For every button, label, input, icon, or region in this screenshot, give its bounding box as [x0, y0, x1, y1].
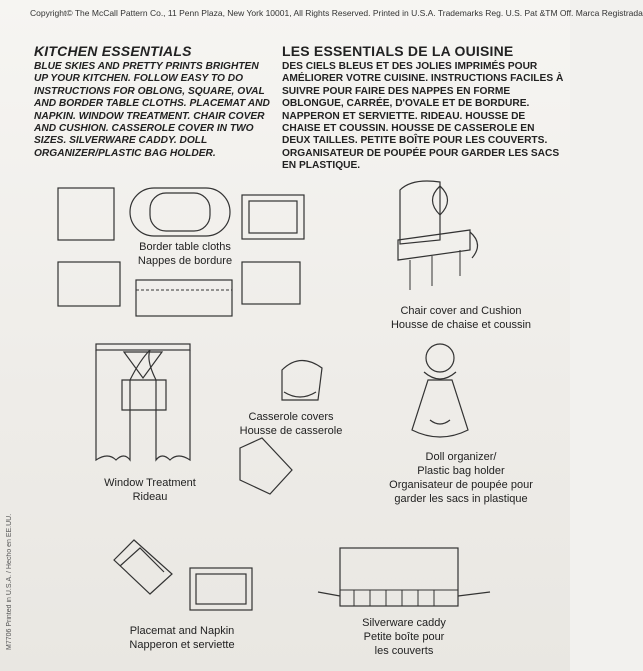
tablecloth-square-icon — [242, 195, 304, 239]
caption-placemat-fr: Napperon et serviette — [129, 639, 235, 651]
caption-border-tablecloths — [130, 240, 240, 268]
tablecloth-border-icon — [58, 262, 300, 316]
placemat-icon — [190, 568, 252, 610]
tablecloth-oblong-icon — [58, 188, 114, 240]
caption-casserole — [236, 410, 346, 438]
chair-cover-icon — [398, 181, 478, 290]
description-english: BLUE SKIES AND PRETTY PRINTS BRIGHTEN UP YOUR KITCHEN. FOLLOW EASY TO DO INSTRUCTIONS FOR OBLONG, SQUARE, OVAL AND BORDER TABLE CLOTHS. PLACEMAT AND NAPKIN. WINDOW TREATMENT. CHAIR COVER AND CUSHION. CASSEROLE COVER IN TWO SIZES. SILVERWARE CADDY. DOLL ORGANIZER/PLASTIC BAG HOLDER. — [34, 61, 270, 159]
copyright-line: Copyright© The McCall Pattern Co., 11 Penn Plaza, New York 10001, All Rights Reserved. Printed in U.S.A. Trademarks Reg. U.S. Pat &TM Off. Marca Registrada — [30, 8, 643, 18]
napkin-icon — [114, 540, 172, 594]
doll-organizer-icon — [412, 344, 468, 437]
caption-placemat — [122, 624, 242, 652]
side-print-text: M7706 Printed in U.S.A. / Hecho en EE.UU. — [6, 513, 13, 650]
caption-placemat-en: Placemat and Napkin — [129, 625, 235, 637]
caption-silverware — [334, 616, 474, 658]
caption-silver-en: Silverware caddy — [362, 617, 446, 629]
caption-chair-fr: Housse de chaise et coussin — [390, 319, 532, 331]
caption-window-treatment — [90, 476, 210, 504]
caption-border-fr: Nappes de bordure — [137, 255, 233, 267]
caption-border-en: Border table cloths — [139, 241, 231, 253]
casserole-cover-round-icon — [282, 360, 322, 400]
silverware-caddy-icon — [318, 548, 490, 606]
description-french: DES CIELS BLEUS ET DES JOLIES IMPRIMÉS POUR AMÉLIORER VOTRE CUISINE. INSTRUCTIONS FACILES À SUIVRE POUR FAIRE DES NAPPES EN FORME OBLONGUE, CARRÉE, D'OVALE ET DE BORDURE. NAPPERON ET SERVIETTE. RIDEAU. HOUSSE DE CHAISE ET COUSSIN. HOUSSE DE CASSEROLE EN DEUX TAILLES. PETITE BOÎTE POUR LES COUVERTS. ORGANISATEUR DE POUPÉE POUR GARDER LES SACS EN PLASTIQUE. — [282, 61, 564, 172]
caption-doll-1: Doll organizer/ — [425, 451, 497, 463]
caption-casserole-fr: Housse de casserole — [239, 425, 343, 437]
caption-chair-en: Chair cover and Cushion — [400, 305, 522, 317]
casserole-cover-rect-icon — [240, 438, 292, 494]
window-treatment-icon — [96, 344, 190, 460]
tablecloth-oval-icon — [130, 188, 230, 236]
caption-doll-2: Plastic bag holder — [417, 465, 505, 477]
title-french: LES ESSENTIALS DE LA OUISINE — [282, 43, 514, 59]
caption-doll-4: garder les sacs in plastique — [394, 493, 528, 505]
caption-window-en: Window Treatment — [104, 477, 196, 489]
caption-doll-3: Organisateur de poupée pour — [389, 479, 533, 491]
caption-doll-organizer — [366, 450, 556, 506]
caption-chair-cover — [376, 304, 546, 332]
caption-silver-fr2: les couverts — [374, 645, 434, 657]
caption-casserole-en: Casserole covers — [248, 411, 334, 423]
title-english: KITCHEN ESSENTIALS — [34, 43, 192, 59]
caption-silver-fr1: Petite boîte pour — [363, 631, 445, 643]
caption-window-fr: Rideau — [132, 491, 168, 503]
